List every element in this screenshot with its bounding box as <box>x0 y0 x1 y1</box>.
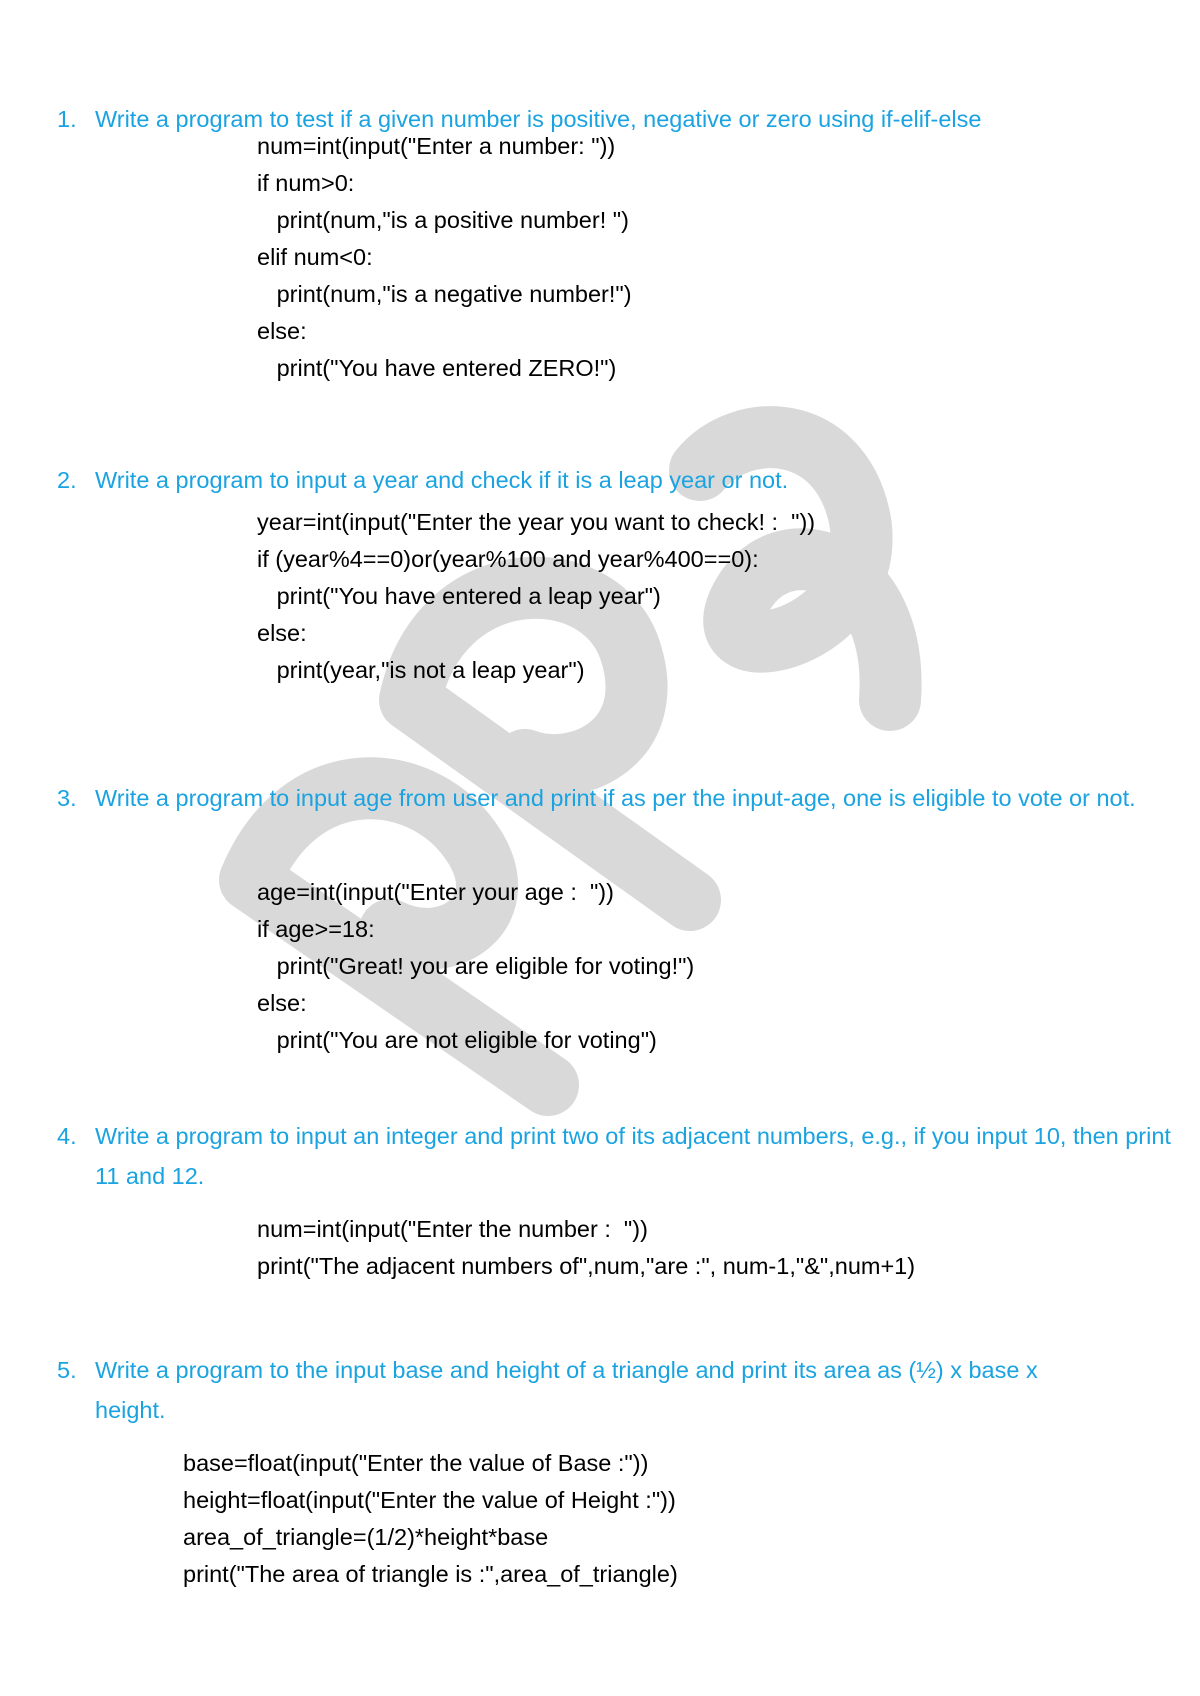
question-text: Write a program to input age from user and print if as per the input-age, one is eligible to vote or not. <box>95 785 1136 811</box>
question-number: 1. <box>57 106 77 132</box>
code-line: if (year%4==0)or(year%100 and year%400==0): <box>257 546 759 572</box>
question-text: Write a program to input an integer and print two of its adjacent numbers, e.g., if you input 10, then print 11 and 12. <box>95 1123 1171 1189</box>
code-line: print("You have entered ZERO!") <box>257 355 617 381</box>
code-line: num=int(input("Enter a number: ")) <box>257 133 616 159</box>
code-line: elif num<0: <box>257 244 373 270</box>
code-line: area_of_triangle=(1/2)*height*base <box>183 1524 549 1550</box>
code-line: else: <box>257 990 307 1016</box>
code-line: num=int(input("Enter the number : ")) <box>257 1216 648 1242</box>
question-5 <box>57 1350 1187 1430</box>
question-number: 2. <box>57 467 77 493</box>
code-line: print("You are not eligible for voting") <box>257 1027 657 1053</box>
question-number: 5. <box>57 1357 77 1383</box>
question-3 <box>57 778 1187 818</box>
question-2 <box>57 460 1187 500</box>
code-line: else: <box>257 620 307 646</box>
code-line: if age>=18: <box>257 916 375 942</box>
question-text: Write a program to input a year and check if it is a leap year or not. <box>95 467 789 493</box>
question-4 <box>57 1116 1187 1196</box>
code-line: height=float(input("Enter the value of Height :")) <box>183 1487 676 1513</box>
code-line: print("You have entered a leap year") <box>257 583 661 609</box>
code-block-1 <box>257 128 632 387</box>
code-line: base=float(input("Enter the value of Base :")) <box>183 1450 649 1476</box>
code-block-2 <box>257 504 815 689</box>
code-line: age=int(input("Enter your age : ")) <box>257 879 614 905</box>
code-line: if num>0: <box>257 170 355 196</box>
code-line: print("The area of triangle is :",area_of_triangle) <box>183 1561 678 1587</box>
code-line: print("Great! you are eligible for voting!") <box>257 953 695 979</box>
question-number: 3. <box>57 785 77 811</box>
code-block-4 <box>257 1211 915 1285</box>
code-line: else: <box>257 318 307 344</box>
code-block-5 <box>183 1445 678 1593</box>
code-block-3 <box>257 874 694 1059</box>
code-line: print(num,"is a positive number! ") <box>257 207 629 233</box>
code-line: print(num,"is a negative number!") <box>257 281 632 307</box>
question-text: Write a program to the input base and height of a triangle and print its area as (½) x base x height. <box>95 1357 1038 1423</box>
code-line: year=int(input("Enter the year you want to check! : ")) <box>257 509 816 535</box>
question-text: Write a program to test if a given number is positive, negative or zero using if-elif-else <box>95 106 982 132</box>
code-line: print("The adjacent numbers of",num,"are :", num-1,"&",num+1) <box>257 1253 916 1279</box>
question-number: 4. <box>57 1123 77 1149</box>
code-line: print(year,"is not a leap year") <box>257 657 585 683</box>
